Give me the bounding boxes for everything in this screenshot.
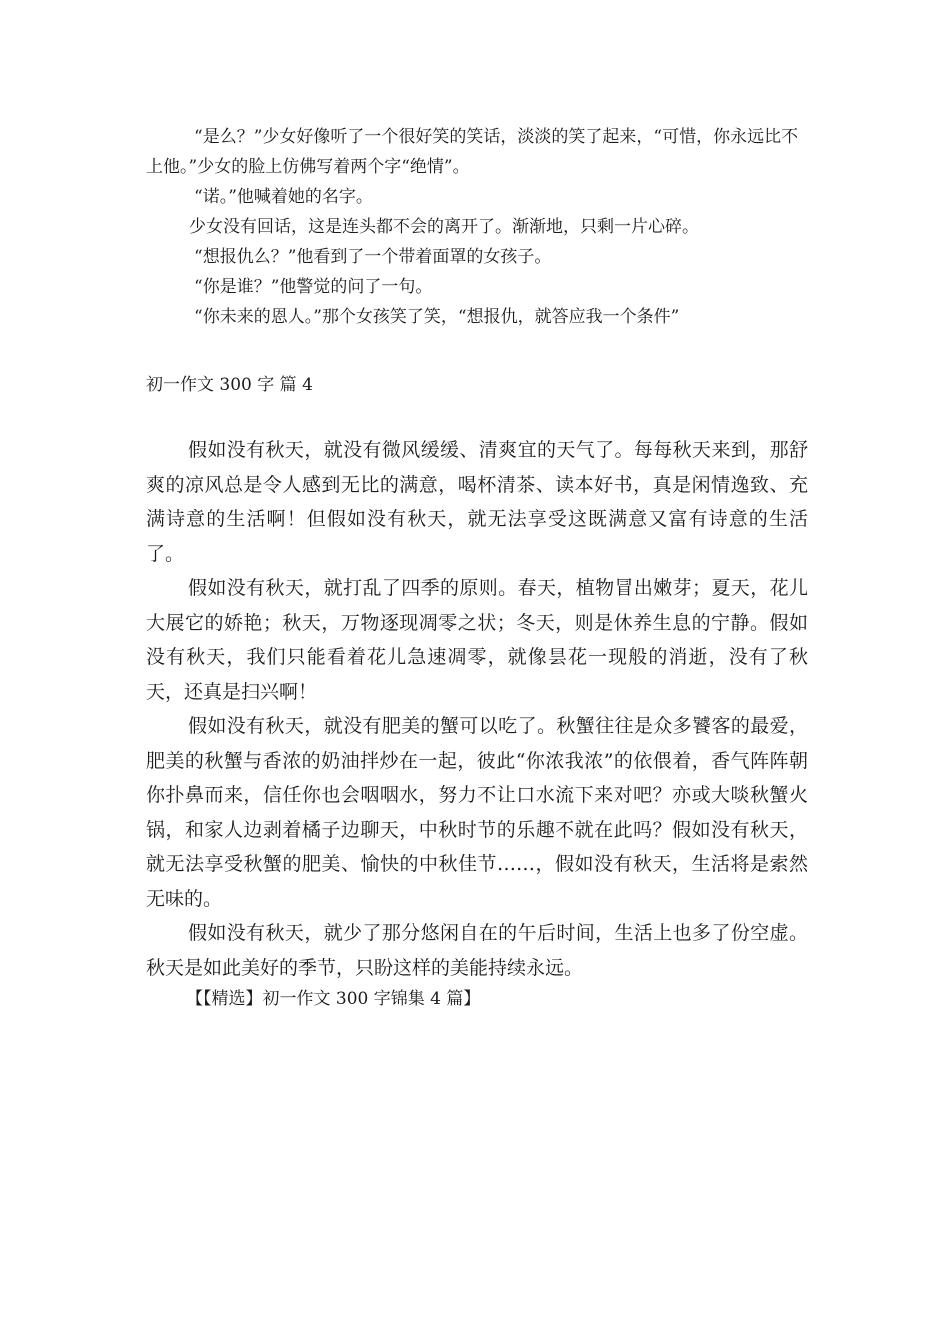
essay-paragraph-4: 假如没有秋天，就少了那分悠闲自在的午后时间，生活上也多了份空虚。秋天是如此美好的季节，只盼这样的美能持续永远。: [146, 922, 808, 979]
story-paragraph-2: “诺。”他喊着她的名字。: [194, 187, 373, 207]
story-paragraph-5: “你是谁？”他警觉的问了一句。: [194, 277, 433, 297]
essay-paragraph-2: 假如没有秋天，就打乱了四季的原则。春天，植物冒出嫩芽；夏天，花儿大展它的娇艳；秋天，万物逐现凋零之状；冬天，则是休养生息的宁静。假如没有秋天，我们只能看着花儿急速凋零，就像昙花一现般的消逝，没有了秋天，还真是扫兴啊！: [146, 577, 808, 703]
collection-title: 【【精选】初一作文 300 字锦集 4 篇】: [186, 989, 481, 1009]
essay-paragraph-1: 假如没有秋天，就没有微风缓缓、清爽宜的天气了。每每秋天来到，那舒爽的凉风总是令人感到无比的满意，喝杯清茶、读本好书，真是闲情逸致、充满诗意的生活啊！但假如没有秋天，就无法享受这既满意又富有诗意的生活了。: [146, 439, 808, 565]
story-paragraph-1: “是么？”少女好像听了一个很好笑的笑话，淡淡的笑了起来，“可惜，你永远比不上他。”少女的脸上仿佛写着两个字“绝情”。: [146, 127, 799, 177]
story-paragraph-6: “你未来的恩人。”那个女孩笑了笑，“想报仇，就答应我一个条件”: [194, 307, 680, 327]
essay-section: [146, 433, 808, 985]
essay-paragraph-3: 假如没有秋天，就没有肥美的蟹可以吃了。秋蟹往往是众多饕客的最爱，肥美的秋蟹与香浓的奶油拌炒在一起，彼此“你浓我浓”的依偎着，香气阵阵朝你扑鼻而来，信任你也会咽咽水，努力不让口水流下来对吧？亦或大啖秋蟹火锅，和家人边剥着橘子边聊天，中秋时节的乐趣不就在此吗？假如没有秋天，就无法享受秋蟹的肥美、愉快的中秋佳节……，假如没有秋天，生活将是索然无味的。: [146, 715, 808, 910]
story-paragraph-3: 少女没有回话，这是连头都不会的离开了。渐渐地，只剩一片心碎。: [189, 217, 699, 237]
story-paragraph-4: “想报仇么？”他看到了一个带着面罩的女孩子。: [194, 247, 552, 267]
story-section: [146, 122, 806, 332]
essay-heading: 初一作文 300 字 篇 4: [146, 375, 313, 395]
